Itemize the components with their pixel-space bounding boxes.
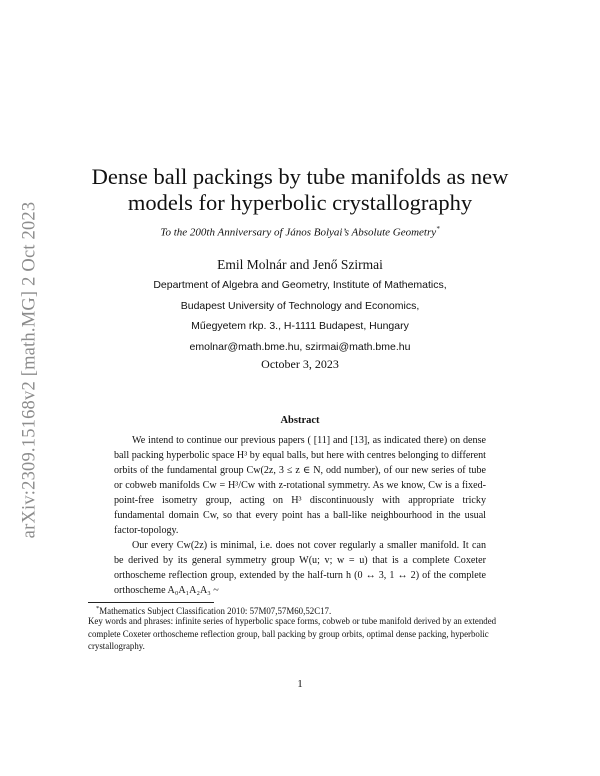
- paper-date: October 3, 2023: [261, 357, 339, 371]
- affiliation-department: Department of Algebra and Geometry, Institute of Mathematics,: [153, 279, 447, 291]
- abstract-heading: Abstract: [280, 415, 320, 426]
- footnote-mark: *: [96, 605, 100, 612]
- arxiv-identifier: [15, 170, 45, 570]
- paper-title: [60, 164, 540, 216]
- arxiv-identifier-text: arXiv:2309.15168v2 [math.MG] 2 Oct 2023: [19, 201, 40, 539]
- affiliation-address: Műegyetem rkp. 3., H-1111 Budapest, Hungary: [191, 320, 409, 332]
- footnote-keywords: Key words and phrases: infinite series of hyperbolic space forms, cobweb or tube manifold derived by an extended complete Coxeter orthoscheme reflection group, ball packing by group orbits, optimal dense packing, hyperbolic crystallography.: [88, 616, 497, 651]
- authors: Emil Molnár and Jenő Szirmai: [217, 257, 383, 272]
- affiliation-university: Budapest University of Technology and Economics,: [180, 299, 420, 312]
- page-number: 1: [297, 678, 303, 690]
- affiliation-block: [60, 275, 540, 357]
- dedication-text: To the 200th Anniversary of János Bolyai’s Absolute Geometry: [160, 226, 437, 239]
- dedication: [60, 225, 540, 239]
- abstract-body: [114, 433, 486, 598]
- title-line-2: models for hyperbolic crystallography: [127, 190, 473, 215]
- title-line-1: Dense ball packings by tube manifolds as new: [91, 164, 509, 189]
- affiliation-emails: emolnar@math.bme.hu, szirmai@math.bme.hu: [189, 340, 411, 353]
- abstract-paragraph: Our every Cw(2z) is minimal, i.e. does not cover regularly a smaller manifold. It can be derived by its general symmetry group W(u; v; w = u) that is a complete Coxeter orthoscheme reflection group, extended by the half-turn h (0 ↔ 3, 1 ↔ 2) of the complete orthoscheme A₀A₁A₂A₃ ~: [114, 540, 486, 596]
- dedication-footnote-mark: *: [436, 225, 440, 233]
- abstract-paragraph: We intend to continue our previous papers ( [11] and [13], as indicated there) on dense ball packing hyperbolic space H³ by equal balls, but here with centres belonging to different orbits of the fundamental group Cw(2z, 3 ≤ z ∈ N, odd number), of our new series of tube or cobweb manifolds Cw = H³/Cw with z-rotational symmetry. As we know, Cw is a fixed-point-free isometry group, acting on H³ discontinuously with appropriate tricky fundamental domain Cw, so that every point has a ball-like neighbourhood in the usual factor-topology.: [114, 435, 486, 536]
- footnote-msc-text: Mathematics Subject Classification 2010: 57M07,57M60,52C17.: [99, 605, 332, 616]
